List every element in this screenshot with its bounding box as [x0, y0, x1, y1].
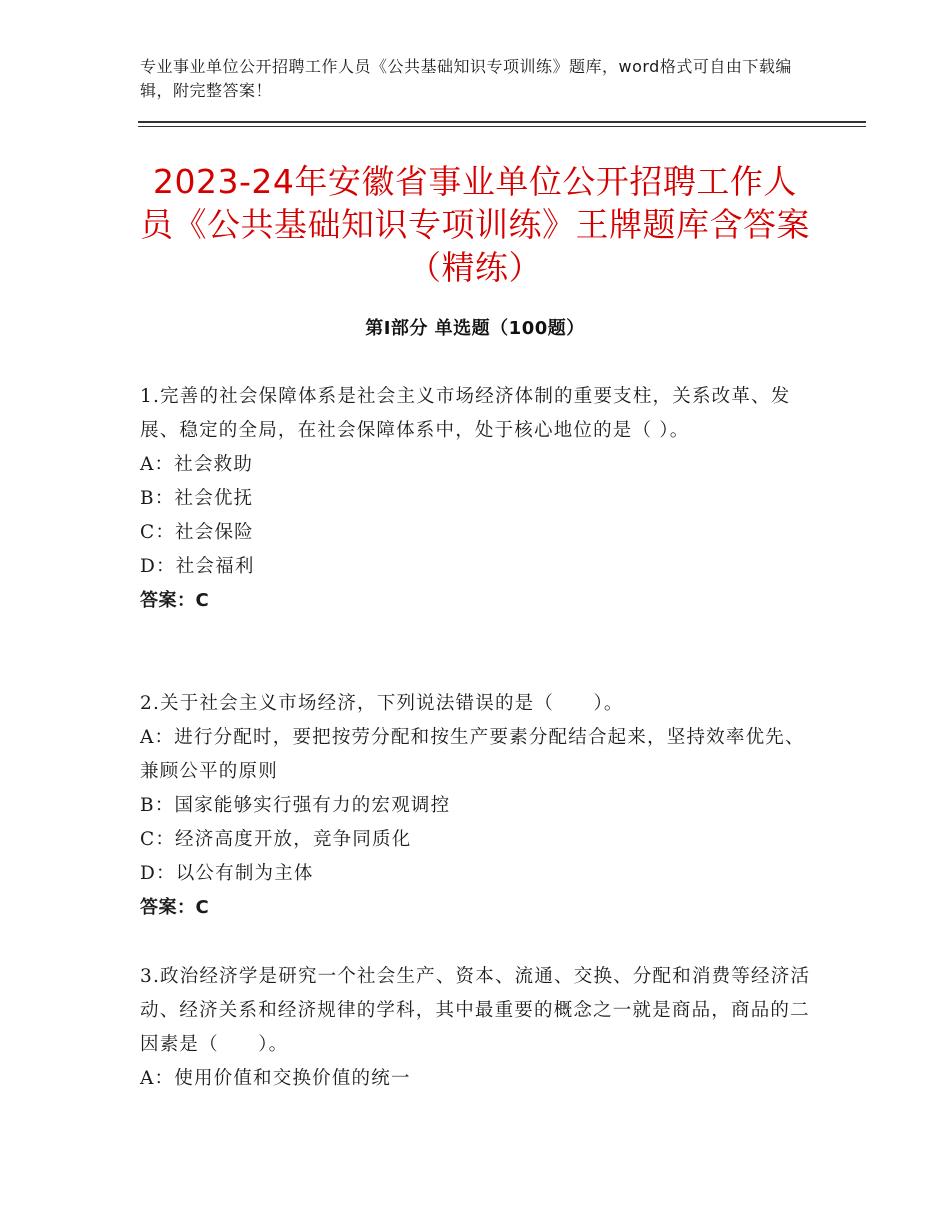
question-3: [140, 960, 812, 1096]
document-title: 2023-24年安徽省事业单位公开招聘工作人员《公共基础知识专项训练》王牌题库含答案（精练）: [140, 162, 810, 287]
option-d: D：社会福利: [140, 556, 255, 577]
option-a: A：社会救助: [140, 454, 254, 475]
option-a: A：使用价值和交换价值的统一: [140, 1068, 411, 1089]
option-c: C：社会保险: [140, 522, 254, 543]
option-b: B：社会优抚: [140, 488, 254, 509]
question-2: [140, 687, 812, 925]
question-1: [140, 380, 812, 618]
question-stem: 1.完善的社会保障体系是社会主义市场经济体制的重要支柱，关系改革、发展、稳定的全局，在社会保障体系中，处于核心地位的是（ ）。: [140, 386, 791, 441]
question-stem: 2.关于社会主义市场经济，下列说法错误的是（ ）。: [140, 693, 624, 714]
header-note: 专业事业单位公开招聘工作人员《公共基础知识专项训练》题库，word格式可自由下载编辑，附完整答案！: [140, 57, 792, 100]
header-divider-thin: [138, 126, 866, 127]
header-divider-thick: [138, 121, 866, 123]
option-c: C：经济高度开放，竞争同质化: [140, 829, 412, 850]
option-a: A：进行分配时，要把按劳分配和按生产要素分配结合起来，坚持效率优先、兼顾公平的原则: [140, 727, 805, 782]
section-title: 第Ⅰ部分 单选题（100题）: [365, 318, 585, 339]
answer: 答案：C: [140, 590, 210, 611]
question-stem: 3.政治经济学是研究一个社会生产、资本、流通、交换、分配和消费等经济活动、经济关系和经济规律的学科，其中最重要的概念之一就是商品，商品的二因素是（ ）。: [140, 966, 811, 1055]
option-d: D：以公有制为主体: [140, 863, 314, 884]
option-b: B：国家能够实行强有力的宏观调控: [140, 795, 451, 816]
answer: 答案：C: [140, 897, 210, 918]
